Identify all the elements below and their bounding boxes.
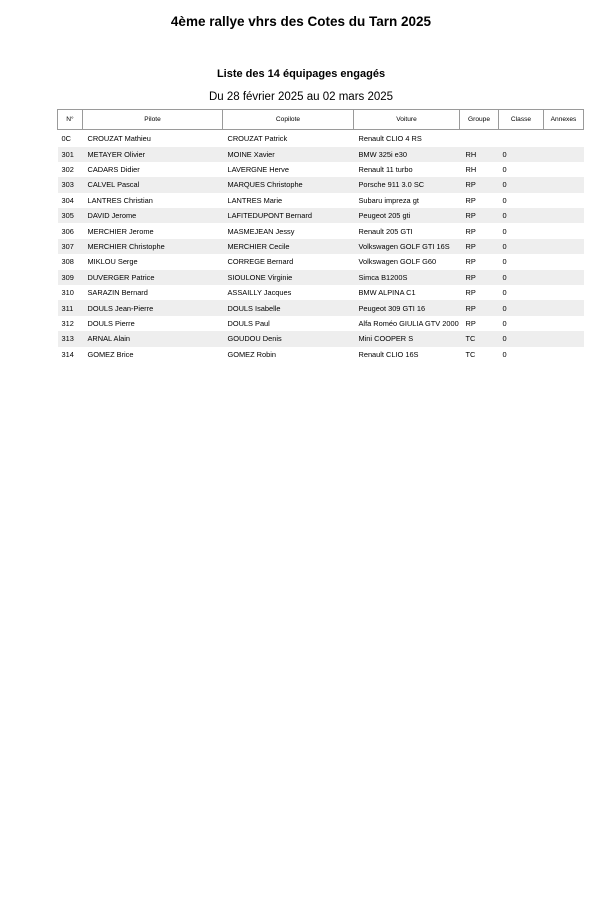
cell-copilote: MOINE Xavier [223, 147, 354, 162]
cell-voiture: BMW ALPINA C1 [358, 288, 416, 298]
cell-groupe: TC [465, 349, 476, 359]
cell-voiture: Mini COOPER S [354, 331, 460, 346]
cell-voiture: Peugeot 205 gti [354, 208, 460, 223]
table-row [58, 130, 584, 147]
cell-num: 313 [58, 331, 83, 346]
column-header-copilote: Copilote [223, 110, 354, 130]
cell-copilote: LAVERGNE Herve [227, 165, 289, 175]
cell-num: 307 [58, 239, 83, 254]
cell-pilote: DUVERGER Patrice [83, 270, 223, 285]
cell-copilote: SIOULONE Virginie [223, 270, 354, 285]
cell-classe: 0 [499, 177, 544, 192]
cell-copilote: GOMEZ Robin [227, 349, 276, 359]
cell-groupe: RP [460, 300, 499, 315]
cell-num: 306 [61, 226, 74, 236]
cell-annexes [544, 331, 584, 346]
table-row [58, 162, 584, 177]
column-header-groupe: Groupe [460, 110, 499, 130]
table-row [58, 254, 584, 269]
cell-voiture: Alfa Roméo GIULIA GTV 2000 [358, 318, 459, 328]
cell-voiture: Peugeot 309 GTI 16 [354, 300, 460, 315]
cell-copilote: MASMEJEAN Jessy [227, 226, 295, 236]
cell-voiture: Renault CLIO 4 RS [358, 133, 422, 143]
cell-voiture: Simca B1200S [354, 270, 460, 285]
column-header-annexes: Annexes [544, 110, 584, 130]
cell-groupe [460, 130, 499, 147]
cell-groupe: RP [465, 195, 476, 205]
cell-pilote: MERCHIER Christophe [83, 239, 223, 254]
table-row [58, 331, 584, 346]
cell-num: 308 [61, 257, 74, 267]
column-header-pilote: Pilote [83, 110, 223, 130]
cell-voiture: Volkswagen GOLF GTI 16S [354, 239, 460, 254]
cell-voiture: Porsche 911 3.0 SC [354, 177, 460, 192]
cell-copilote: MERCHIER Cecile [223, 239, 354, 254]
cell-num: 0C [61, 133, 71, 143]
cell-annexes [544, 162, 584, 177]
table-row [58, 208, 584, 223]
cell-voiture: Renault 11 turbo [358, 165, 413, 175]
cell-annexes [544, 223, 584, 238]
table-row [58, 316, 584, 331]
cell-pilote: DOULS Pierre [87, 318, 135, 328]
cell-num: 303 [58, 177, 83, 192]
page-subtitle: Liste des 14 équipages engagés [216, 68, 386, 80]
cell-pilote: DOULS Jean-Pierre [83, 300, 223, 315]
cell-classe: 0 [502, 257, 507, 267]
cell-classe: 0 [502, 349, 507, 359]
cell-classe: 0 [502, 288, 507, 298]
cell-num: 312 [61, 318, 74, 328]
cell-annexes [544, 193, 584, 208]
cell-annexes [544, 285, 584, 300]
cell-voiture: BMW 325i e30 [354, 147, 460, 162]
cell-copilote: GOUDOU Denis [223, 331, 354, 346]
cell-classe: 0 [499, 270, 544, 285]
cell-annexes [544, 347, 584, 362]
cell-classe: 0 [499, 300, 544, 315]
table-row [58, 147, 584, 162]
cell-annexes [544, 254, 584, 269]
cell-voiture: Volkswagen GOLF G60 [358, 257, 437, 267]
table-row [58, 285, 584, 300]
cell-pilote: CADARS Didier [87, 165, 140, 175]
cell-pilote: GOMEZ Brice [87, 349, 134, 359]
cell-annexes [544, 208, 584, 223]
cell-copilote: LANTRES Marie [227, 195, 283, 205]
cell-classe: 0 [502, 165, 507, 175]
table-row [58, 270, 584, 285]
table-row [58, 193, 584, 208]
cell-pilote: CROUZAT Mathieu [87, 133, 151, 143]
table-row [58, 239, 584, 254]
cell-annexes [544, 177, 584, 192]
table-body [58, 130, 584, 362]
table-row [58, 177, 584, 192]
cell-classe: 0 [499, 147, 544, 162]
cell-num: 309 [58, 270, 83, 285]
cell-groupe: RP [460, 270, 499, 285]
cell-groupe: RP [465, 257, 476, 267]
cell-groupe: RP [465, 318, 476, 328]
cell-num: 302 [61, 165, 74, 175]
cell-num: 314 [61, 349, 74, 359]
cell-pilote: METAYER Olivier [83, 147, 223, 162]
table-row [58, 347, 584, 362]
event-dates: Du 28 février 2025 au 02 mars 2025 [208, 91, 394, 103]
cell-annexes [544, 130, 584, 147]
cell-num: 311 [58, 300, 83, 315]
cell-pilote: DAVID Jerome [83, 208, 223, 223]
cell-copilote: DOULS Paul [227, 318, 270, 328]
cell-classe: 0 [499, 208, 544, 223]
cell-annexes [544, 270, 584, 285]
cell-groupe: RP [460, 239, 499, 254]
table-row [58, 223, 584, 238]
cell-groupe: RH [465, 165, 477, 175]
cell-num: 310 [61, 288, 74, 298]
cell-groupe: RP [460, 208, 499, 223]
cell-voiture: Renault 205 GTI [358, 226, 413, 236]
cell-classe [499, 130, 544, 147]
cell-voiture: Renault CLIO 16S [358, 349, 419, 359]
cell-pilote: MERCHIER Jerome [87, 226, 154, 236]
cell-classe: 0 [502, 318, 507, 328]
cell-copilote: CROUZAT Patrick [227, 133, 288, 143]
cell-num: 301 [58, 147, 83, 162]
column-header-voiture: Voiture [354, 110, 460, 130]
cell-voiture: Subaru impreza gt [358, 195, 419, 205]
cell-classe: 0 [502, 195, 507, 205]
cell-pilote: ARNAL Alain [83, 331, 223, 346]
table-header-row [58, 110, 584, 130]
cell-copilote: DOULS Isabelle [223, 300, 354, 315]
cell-num: 305 [58, 208, 83, 223]
cell-annexes [544, 147, 584, 162]
cell-copilote: ASSAILLY Jacques [227, 288, 292, 298]
cell-groupe: RP [460, 177, 499, 192]
cell-classe: 0 [499, 239, 544, 254]
entries-table [57, 109, 584, 362]
cell-copilote: LAFITEDUPONT Bernard [223, 208, 354, 223]
cell-copilote: CORREGE Bernard [227, 257, 294, 267]
cell-groupe: RP [465, 226, 476, 236]
column-header-num: N° [58, 110, 83, 130]
cell-pilote: CALVEL Pascal [83, 177, 223, 192]
cell-classe: 0 [499, 331, 544, 346]
cell-classe: 0 [502, 226, 507, 236]
cell-num: 304 [61, 195, 74, 205]
cell-pilote: LANTRES Christian [87, 195, 153, 205]
page-title: 4ème rallye vhrs des Cotes du Tarn 2025 [170, 14, 432, 29]
cell-annexes [544, 316, 584, 331]
cell-pilote: SARAZIN Bernard [87, 288, 148, 298]
cell-groupe: RP [465, 288, 476, 298]
cell-copilote: MARQUES Christophe [223, 177, 354, 192]
table-row [58, 300, 584, 315]
cell-pilote: MIKLOU Serge [87, 257, 138, 267]
column-header-classe: Classe [499, 110, 544, 130]
cell-groupe: RH [460, 147, 499, 162]
cell-groupe: TC [460, 331, 499, 346]
cell-annexes [544, 300, 584, 315]
cell-annexes [544, 239, 584, 254]
